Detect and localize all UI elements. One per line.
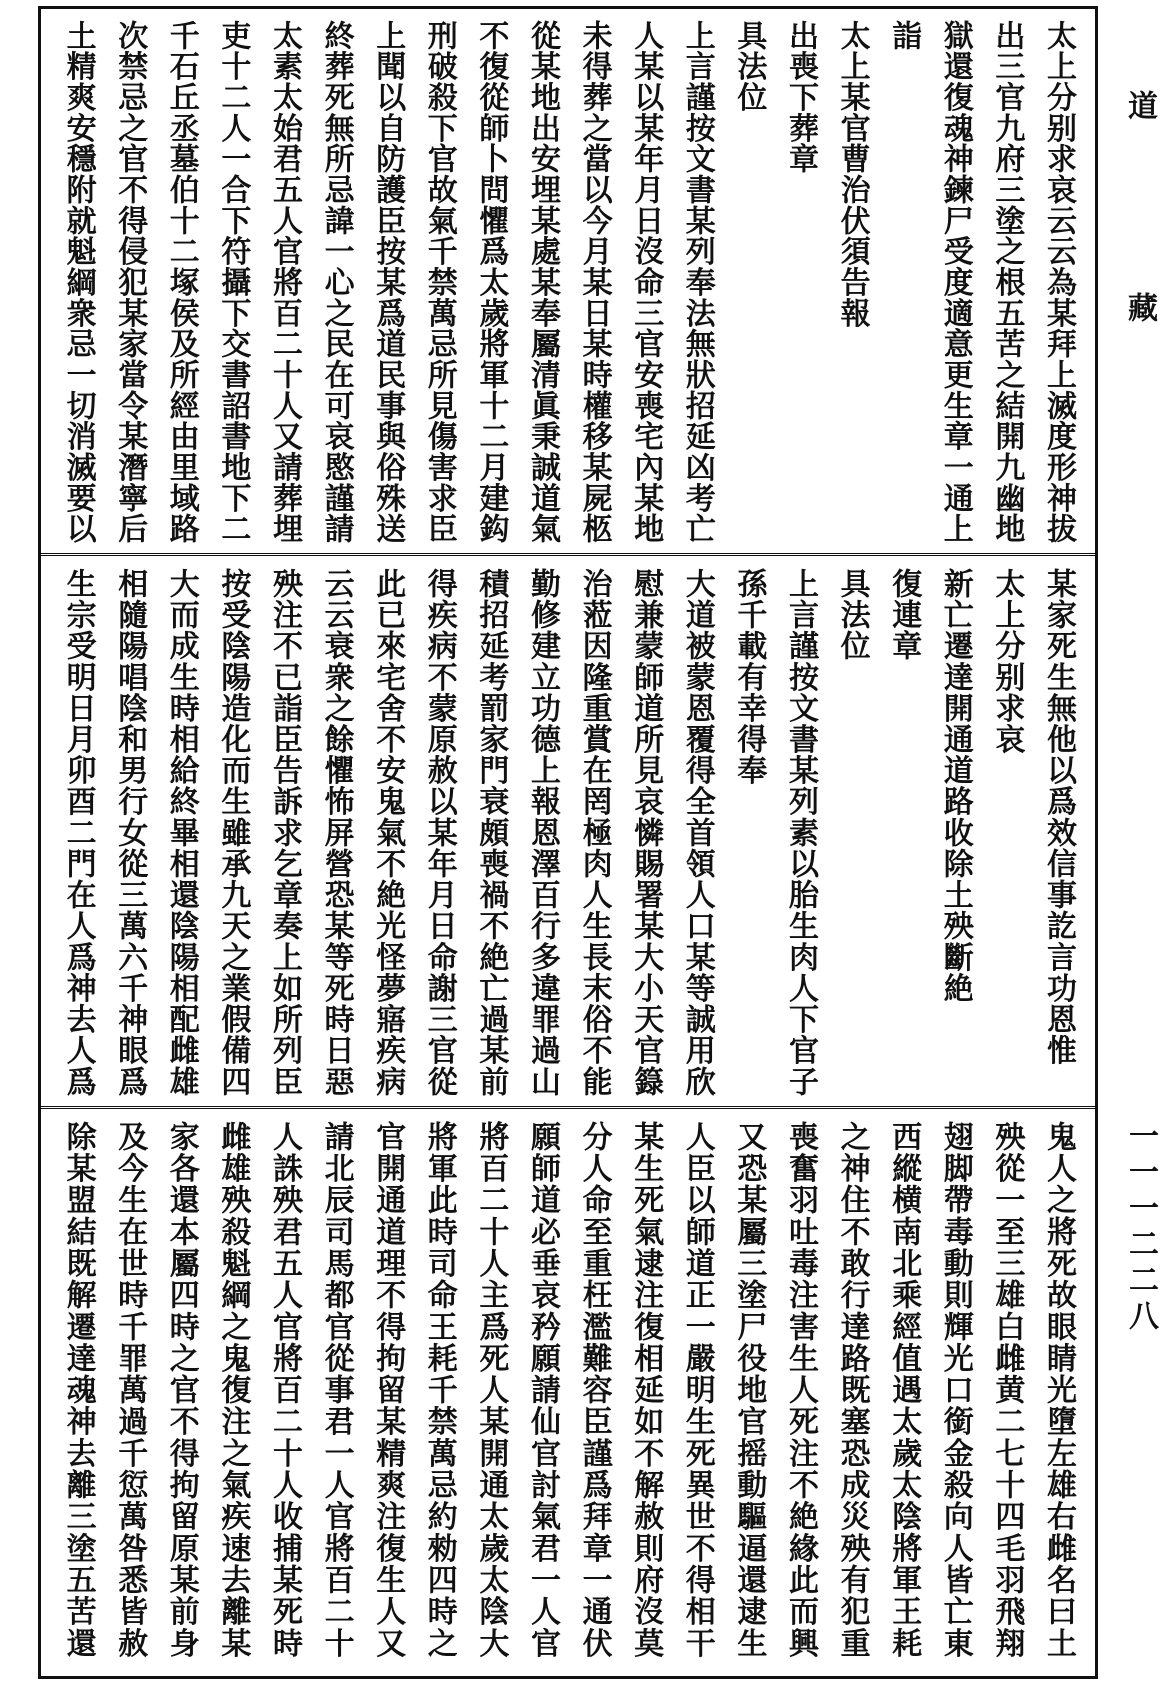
text-panel-middle [44, 560, 1092, 1105]
text-column: 殃從一至三雄白雌黄二七十四毛羽飛翔 [989, 1121, 1025, 1659]
text-column: 得疾病不蒙原赦以某年月日命謝三官從 [421, 568, 457, 1097]
text-column: 人誅殃君五人官將百二十人收捕某死時 [266, 1121, 302, 1659]
panel-divider [38, 1106, 1098, 1109]
page-number: 一一一二二八 [1123, 1120, 1158, 1336]
text-column: 將軍此時司命王耗千禁萬忌約勑四時之 [421, 1121, 457, 1659]
text-column: 太素太始君五人官將百二十人又請葬埋 [266, 20, 302, 544]
text-column: 刑破殺下官故氣千禁萬忌所見傷害求臣 [421, 20, 457, 544]
text-column: 土精爽安穩附就魁綱衆忌一切消滅要以 [60, 20, 96, 544]
text-column: 具法位 [834, 568, 870, 662]
text-column: 慰兼蒙師道所見哀憐賜署某大小天官籙 [628, 568, 664, 1097]
text-column: 人臣以師道正一嚴明生死異世不得相干 [679, 1121, 715, 1659]
text-column: 勤修建立功德上報恩澤百行多違罪過山 [524, 568, 560, 1097]
text-column: 生宗受明日月卯酉二門在人爲神去人爲 [60, 568, 96, 1097]
text-column: 不復從師卜問懼爲太歲將軍十二月建鈎 [473, 20, 509, 544]
text-column: 太上分别求哀 [989, 568, 1025, 755]
text-column: 按受陰陽造化而生雖承九天之業假備四 [215, 568, 251, 1097]
text-column: 千石丘丞墓伯十二塚侯及所經由里域路 [163, 20, 199, 544]
text-column: 獄還復魂神鍊尸受度適意更生章一通上 [937, 20, 973, 544]
text-column: 終葬死無所忌諱一心之民在可哀愍謹請 [318, 20, 354, 544]
text-column: 吏十二人一合下符攝下交書詔書地下二 [215, 20, 251, 544]
text-column: 家各還本屬四時之官不得拘留原某前身 [163, 1121, 199, 1659]
panel-divider [38, 553, 1098, 556]
text-column: 西縱横南北乘經值遇太歲太陰將軍王耗 [886, 1121, 922, 1659]
text-column: 分人命至重枉濫難容臣謹爲拜章一通伏 [576, 1121, 612, 1659]
text-column: 上聞以自防護臣按某爲道民事與俗殊送 [370, 20, 406, 544]
text-column: 孫千載有幸得奉 [731, 568, 767, 786]
text-column: 之神住不敢行達路既塞恐成災殃有犯重 [834, 1121, 870, 1659]
margin-title-char: 道 [1122, 90, 1157, 120]
text-column: 請北辰司馬都官從事君一人官將百二十 [318, 1121, 354, 1659]
text-column: 太上某官曹治伏須告報 [834, 20, 870, 329]
text-column: 將百二十人主爲死人某開通太歲太陰大 [473, 1121, 509, 1659]
text-column: 復連章 [886, 568, 922, 662]
text-column: 上言謹按文書某列素以胎生肉人下官子 [782, 568, 818, 1097]
text-column: 雌雄殃殺魁綱之鬼復注之氣疾速去離某 [215, 1121, 251, 1659]
text-column: 某家死生無他以爲效信事訖言功恩惟 [1040, 568, 1076, 1066]
text-column: 某生死氣逮注復相延如不解赦則府沒莫 [628, 1121, 664, 1659]
text-column: 鬼人之將死故眼睛光墮左雄右雌名曰土 [1040, 1121, 1076, 1659]
text-column: 大道被蒙恩覆得全首領人口某等誠用欣 [679, 568, 715, 1097]
text-column: 及今生在世時千罪萬過千愆萬咎悉皆赦 [112, 1121, 148, 1659]
text-column: 從某地出安埋某處某奉屬清眞秉誠道氣 [524, 20, 560, 544]
text-panel-top [44, 12, 1092, 552]
text-column: 出三官九府三塗之根五苦之結開九幽地 [989, 20, 1025, 544]
text-column: 出喪下葬章 [782, 20, 818, 175]
text-column: 願師道必垂哀矜願請仙官討氣君一人官 [524, 1121, 560, 1659]
text-column: 此已來宅舍不安鬼氣不絶光怪夢寤疾病 [370, 568, 406, 1097]
text-column: 積招延考罰家門衰頗喪禍不絶亡過某前 [473, 568, 509, 1097]
text-column: 大而成生時相給終畢相還陰陽相配雌雄 [163, 568, 199, 1097]
text-column: 官開通道理不得拘留某精爽注復生人又 [370, 1121, 406, 1659]
text-column: 喪奮羽吐毒注害生人死注不絶緣此而興 [782, 1121, 818, 1659]
text-column: 翅脚帶毒動則輝光口銜金殺向人皆亡東 [937, 1121, 973, 1659]
margin-title-char: 藏 [1122, 292, 1157, 322]
text-panel-bottom [44, 1113, 1092, 1667]
text-column: 人某以某年月日沒命三官安喪宅內某地 [628, 20, 664, 544]
text-column: 又恐某屬三塗尸役地官摇動驅逼還逮生 [731, 1121, 767, 1659]
text-column: 殃注不已詣臣告訴求乞章奏上如所列臣 [266, 568, 302, 1097]
text-column: 上言謹按文書某列奉法無狀招延凶考亡 [679, 20, 715, 544]
text-column: 次禁忌之官不得侵犯某家當令某潛寧后 [112, 20, 148, 544]
text-column: 未得葬之當以今月某日某時權移某屍柩 [576, 20, 612, 544]
text-column: 云云衰衆之餘懼怖屏營恐某等死時日惡 [318, 568, 354, 1097]
text-column: 除某盟結既解遷達魂神去離三塗五苦還 [60, 1121, 96, 1659]
text-column: 治蒞因隆重賞在罔極肉人生長末俗不能 [576, 568, 612, 1097]
text-column: 具法位 [731, 20, 767, 113]
text-column: 太上分别求哀云云為某拜上滅度形神拔 [1040, 20, 1076, 544]
text-column: 詣 [886, 20, 922, 51]
text-column: 相隨陽唱陰和男行女從三萬六千神眼爲 [112, 568, 148, 1097]
text-column: 新亡遷達開通道路收除土殃斷絶 [937, 568, 973, 1004]
